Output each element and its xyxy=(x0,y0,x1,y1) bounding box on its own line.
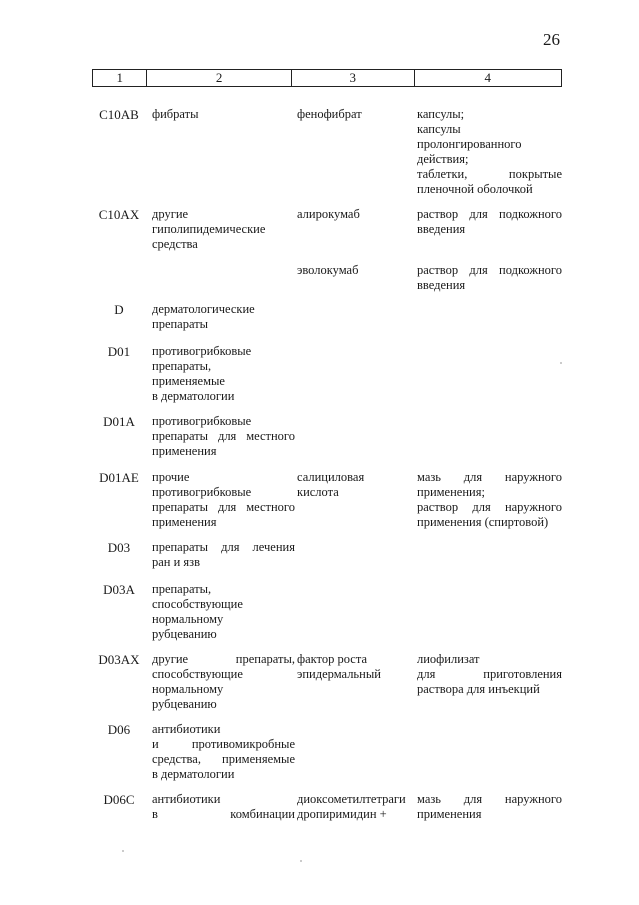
atc-code: D06 xyxy=(107,722,131,737)
atc-code: D01AE xyxy=(99,470,139,485)
column-header-2: 2 xyxy=(147,70,291,87)
scan-speck xyxy=(300,860,302,862)
drug-name: алирокумаб xyxy=(297,207,360,221)
column-header-row xyxy=(92,69,562,87)
group-name: препараты для лечения ран и язв xyxy=(152,540,295,569)
drug-name: салициловая кислота xyxy=(297,470,365,499)
dosage-form: лиофилизат для приготовления раствора для инъекций xyxy=(417,652,562,696)
dosage-form: раствор для подкожного введения xyxy=(417,207,562,236)
group-name: антибиотики и противомикробные средства, применяемые в дерматологии xyxy=(152,722,295,781)
dosage-form: мазь для наружного применения; раствор для наружного применения (спиртовой) xyxy=(417,470,562,529)
group-name: противогрибковые препараты для местного применения xyxy=(152,414,295,458)
group-name: другие гиполипидемические средства xyxy=(152,207,266,251)
drug-name: фактор роста эпидермальный xyxy=(297,652,381,681)
scan-speck xyxy=(122,850,124,852)
atc-code: D06C xyxy=(103,792,135,807)
atc-code: D xyxy=(114,302,124,317)
atc-code: D03 xyxy=(107,540,131,555)
page-number: 26 xyxy=(543,30,560,49)
dosage-form: мазь для наружного применения xyxy=(417,792,562,821)
group-name: антибиотики в комбинации xyxy=(152,792,295,821)
group-name: фибраты xyxy=(152,107,199,121)
column-header-4: 4 xyxy=(414,70,561,87)
scan-speck xyxy=(560,362,562,364)
atc-code: D01A xyxy=(103,414,135,429)
dosage-form: раствор для подкожного введения xyxy=(417,263,562,292)
column-header-3: 3 xyxy=(291,70,414,87)
group-name: прочие противогрибковые препараты для местного применения xyxy=(152,470,295,529)
group-name: противогрибковые препараты, применяемые в дерматологии xyxy=(152,344,252,403)
drug-name: фенофибрат xyxy=(297,107,362,121)
drug-name: эволокумаб xyxy=(297,263,359,277)
atc-code: C10AX xyxy=(98,207,140,222)
group-name: дерматологические препараты xyxy=(152,302,255,331)
atc-code: D01 xyxy=(107,344,131,359)
dosage-form: капсулы; капсулы пролонгированного действия; таблетки, покрытые пленочной оболочкой xyxy=(417,107,562,196)
atc-code: D03A xyxy=(103,582,135,597)
column-header-1: 1 xyxy=(93,70,147,87)
atc-code: C10AB xyxy=(99,107,139,122)
drug-name: диоксометилтетраги дропиримидин + xyxy=(297,792,406,821)
atc-code: D03AX xyxy=(98,652,140,667)
group-name: препараты, способствующие нормальному рубцеванию xyxy=(152,582,243,641)
group-name: другие препараты, способствующие нормальному рубцеванию xyxy=(152,652,295,711)
